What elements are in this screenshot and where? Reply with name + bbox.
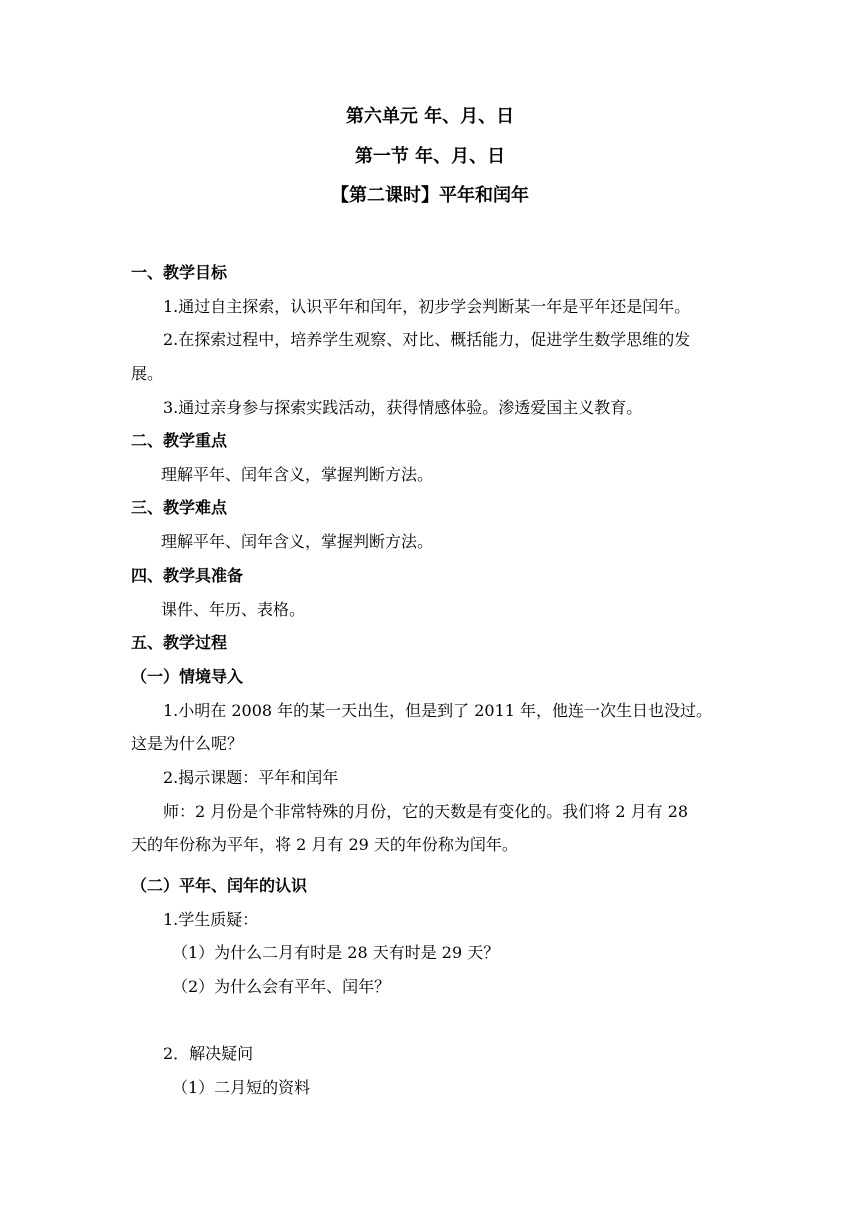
intro-item-2: 2.揭示课题：平年和闰年 (163, 768, 339, 787)
difficulties-heading: 三、教学难点 (131, 498, 228, 517)
difficulties-text: 理解平年、闰年含义，掌握判断方法。 (161, 532, 434, 551)
unit-title: 第六单元 年、月、日 (345, 106, 515, 127)
key-points-heading: 二、教学重点 (131, 431, 228, 450)
intro-item-1-line-1: 1.小明在 2008 年的某一天出生，但是到了 2011 年，他连一次生日也没过。 (163, 701, 713, 720)
process-heading: 五、教学过程 (131, 633, 228, 652)
materials-text: 课件、年历、表格。 (161, 600, 306, 619)
recognition-heading: （二）平年、闰年的认识 (131, 876, 308, 895)
objective-item-2-line-1: 2.在探索过程中，培养学生观察、对比、概括能力，促进学生数学思维的发 (163, 330, 691, 349)
key-points-text: 理解平年、闰年含义，掌握判断方法。 (161, 465, 434, 484)
lesson-title: 【第二课时】平年和闰年 (331, 185, 529, 206)
intro-item-1-line-2: 这是为什么呢？ (131, 734, 244, 753)
objective-item-2-line-2: 展。 (131, 364, 164, 383)
objective-item-1: 1.通过自主探索，认识平年和闰年，初步学会判断某一年是平年还是闰年。 (163, 297, 691, 316)
situation-intro-heading: （一）情境导入 (131, 667, 244, 686)
teacher-line-2: 天的年份称为平年，将 2 月有 29 天的年份称为闰年。 (131, 835, 518, 854)
student-question-item: 1.学生质疑： (163, 910, 259, 929)
question-2: （2）为什么会有平年、闰年？ (172, 977, 391, 996)
section-title: 第一节 年、月、日 (354, 146, 506, 167)
objectives-heading: 一、教学目标 (131, 263, 228, 282)
february-short-material: （1）二月短的资料 (172, 1078, 311, 1097)
materials-heading: 四、教学具准备 (131, 566, 244, 585)
resolve-doubts-item: 2．解决疑问 (163, 1044, 254, 1063)
teacher-line-1: 师：2 月份是个非常特殊的月份，它的天数是有变化的。我们将 2 月有 28 (163, 802, 689, 821)
question-1: （1）为什么二月有时是 28 天有时是 29 天？ (172, 943, 500, 962)
objective-item-3: 3.通过亲身参与探索实践活动，获得情感体验。渗透爱国主义教育。 (163, 398, 643, 417)
